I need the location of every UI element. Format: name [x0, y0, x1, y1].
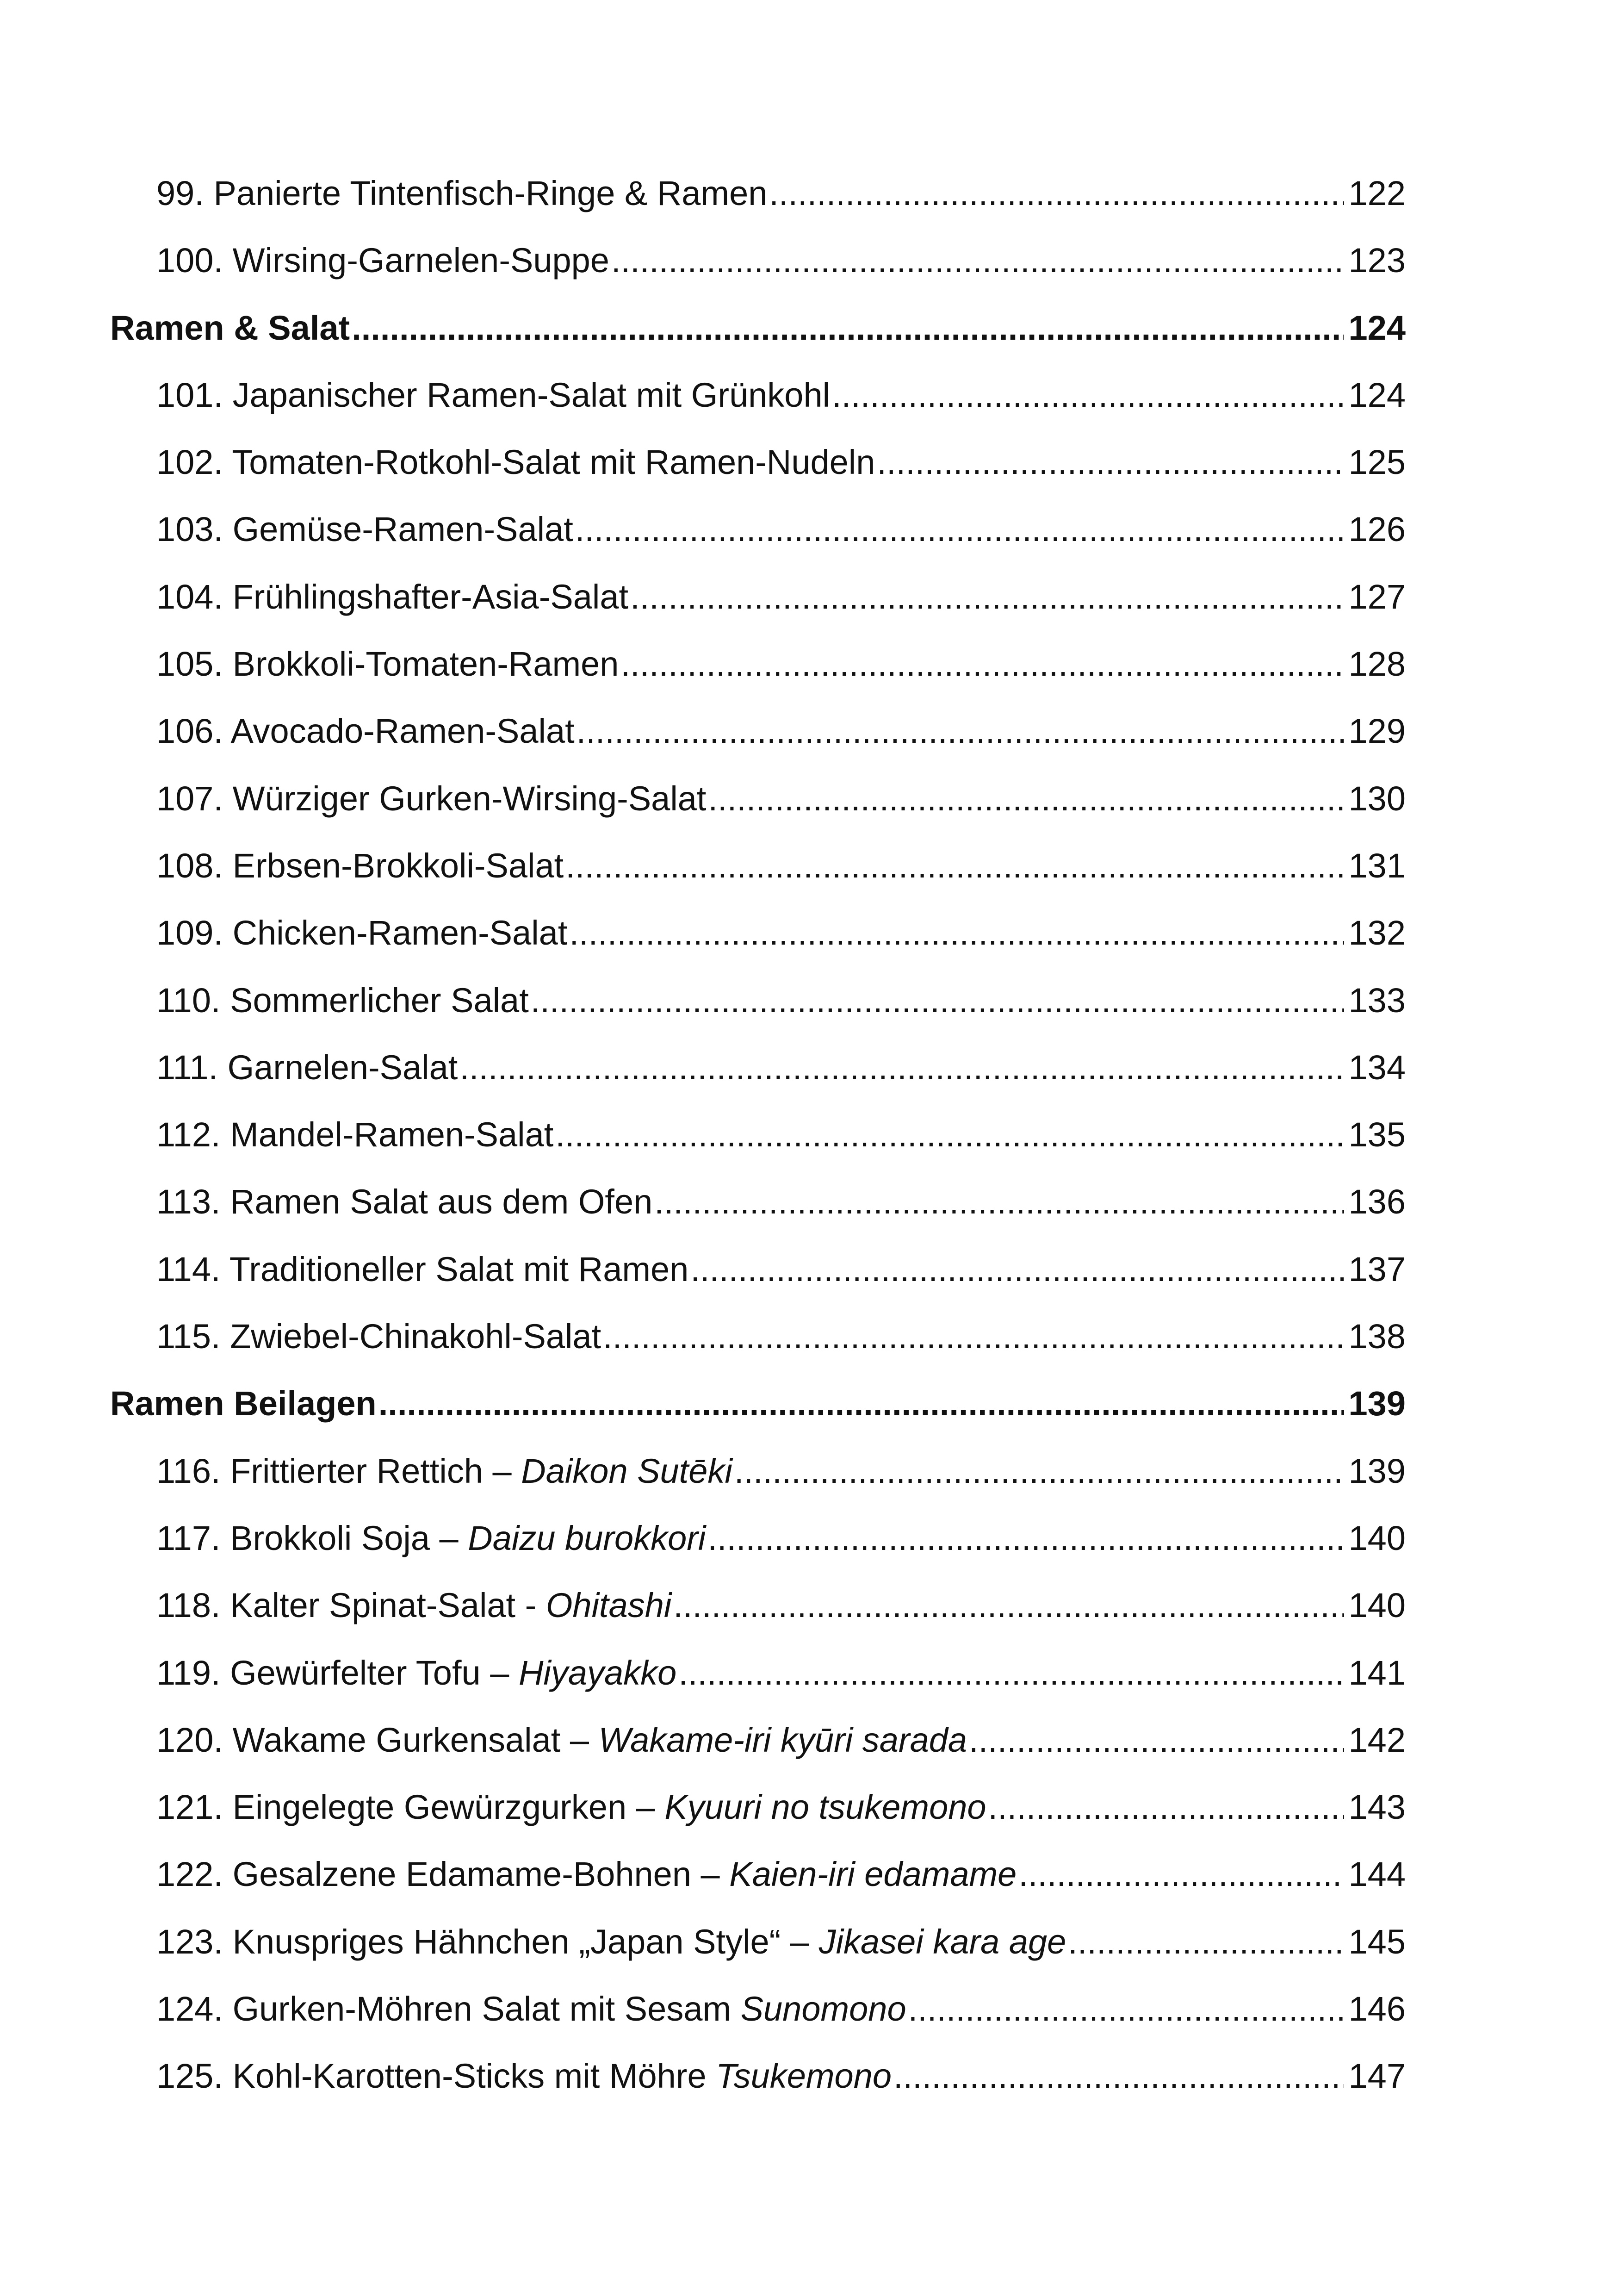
dot-leader: [577, 697, 1344, 765]
toc-entry-title: [156, 1975, 906, 2042]
toc-entry-title: [156, 630, 619, 697]
toc-entry-number: 123.: [156, 1922, 223, 1961]
toc-entry[interactable]: [110, 1505, 1406, 1572]
dot-leader: [555, 1101, 1344, 1168]
toc-entry-text: Erbsen-Brokkoli-Salat: [232, 846, 564, 885]
toc-entry-text: Garnelen-Salat: [227, 1048, 458, 1087]
toc-page-number: 141: [1348, 1653, 1406, 1692]
toc-entry-text: Eingelegte Gewürzgurken –: [232, 1788, 665, 1827]
toc-entry-japanese-name: Sunomono: [740, 1990, 906, 2028]
toc-page-number: 128: [1348, 645, 1406, 684]
toc-page-number: 137: [1348, 1250, 1406, 1288]
toc-entry-number: 99.: [156, 174, 204, 212]
toc-page-number: 124: [1348, 375, 1406, 414]
toc-entry-number: 124.: [156, 1990, 223, 2028]
toc-entry-text: Ramen Salat aus dem Ofen: [230, 1182, 653, 1221]
toc-entry-text: Ramen Beilagen: [110, 1384, 377, 1423]
dot-leader: [459, 1034, 1344, 1101]
dot-leader: [352, 294, 1344, 361]
dot-leader: [877, 429, 1344, 496]
toc-page-number: 131: [1348, 846, 1406, 885]
toc-entry-number: 100.: [156, 241, 223, 280]
toc-entry[interactable]: [110, 899, 1406, 966]
toc-entry-text: Ramen & Salat: [110, 308, 350, 347]
dot-leader: [531, 967, 1344, 1034]
toc-entry-title: [156, 361, 830, 429]
toc-entry-number: 115.: [156, 1317, 221, 1356]
toc-entry-number: 110.: [156, 981, 221, 1020]
table-of-contents: [110, 160, 1406, 2110]
toc-entry-text: Brokkoli Soja –: [230, 1518, 468, 1557]
toc-page-number: 144: [1348, 1855, 1406, 1894]
toc-entry-japanese-name: Daikon Sutēki: [521, 1451, 732, 1490]
dot-leader: [832, 361, 1344, 429]
toc-entry-title: [156, 1773, 986, 1841]
toc-entry-number: 101.: [156, 375, 223, 414]
toc-entry-text: Frittierter Rettich –: [230, 1451, 521, 1490]
toc-entry-title: [156, 1168, 652, 1235]
toc-entry[interactable]: [110, 1303, 1406, 1370]
toc-entry[interactable]: [110, 227, 1406, 294]
toc-page-number: 140: [1348, 1518, 1406, 1557]
dot-leader: [690, 1236, 1344, 1303]
toc-entry-text: Gewürfelter Tofu –: [230, 1653, 519, 1692]
toc-entry[interactable]: [110, 160, 1406, 227]
toc-entry-title: [156, 160, 767, 227]
toc-entry[interactable]: [110, 1168, 1406, 1235]
toc-entry-title: [156, 899, 567, 966]
dot-leader: [707, 1505, 1344, 1572]
toc-entry-text: Gesalzene Edamame-Bohnen –: [232, 1855, 730, 1894]
toc-page-number: 132: [1348, 914, 1406, 952]
toc-entry-japanese-name: Wakame-iri kyūri sarada: [598, 1720, 967, 1759]
toc-entry-title: [156, 1908, 1066, 1975]
toc-entry-title: [156, 1639, 676, 1706]
toc-entry-title: [156, 1236, 688, 1303]
toc-entry[interactable]: [110, 1437, 1406, 1505]
toc-entry-number: 102.: [156, 443, 223, 482]
toc-entry-number: 111.: [156, 1048, 218, 1087]
dot-leader: [969, 1706, 1344, 1773]
toc-entry[interactable]: [110, 630, 1406, 697]
toc-entry[interactable]: [110, 496, 1406, 563]
toc-entry[interactable]: [110, 1236, 1406, 1303]
toc-entry-number: 122.: [156, 1855, 223, 1894]
toc-entry-number: 113.: [156, 1182, 221, 1221]
dot-leader: [611, 227, 1344, 294]
toc-page-number: 125: [1348, 443, 1406, 482]
toc-entry[interactable]: [110, 2042, 1406, 2109]
toc-entry-text: Mandel-Ramen-Salat: [230, 1115, 554, 1154]
dot-leader: [1068, 1908, 1344, 1975]
toc-entry-number: 103.: [156, 510, 223, 549]
toc-entry-text: Würziger Gurken-Wirsing-Salat: [232, 779, 707, 818]
toc-entry-number: 109.: [156, 914, 223, 952]
toc-page-number: 139: [1348, 1451, 1406, 1490]
toc-entry-text: Avocado-Ramen-Salat: [230, 712, 575, 751]
toc-entry-title: [156, 1841, 1017, 1908]
toc-entry[interactable]: [110, 429, 1406, 496]
toc-entry[interactable]: [110, 361, 1406, 429]
toc-page-number: 143: [1348, 1788, 1406, 1827]
toc-entry-text: Traditioneller Salat mit Ramen: [229, 1250, 689, 1288]
dot-leader: [908, 1975, 1344, 2042]
toc-page-number: 135: [1348, 1115, 1406, 1154]
toc-entry-number: 118.: [156, 1586, 221, 1625]
toc-entry[interactable]: [110, 1101, 1406, 1168]
toc-entry[interactable]: [110, 563, 1406, 630]
toc-entry-number: 121.: [156, 1788, 223, 1827]
toc-entry-title: [156, 1437, 732, 1505]
dot-leader: [734, 1437, 1344, 1505]
toc-entry-text: Zwiebel-Chinakohl-Salat: [230, 1317, 601, 1356]
toc-page-number: 147: [1348, 2057, 1406, 2096]
toc-page-number: 133: [1348, 981, 1406, 1020]
toc-entry-number: 120.: [156, 1720, 223, 1759]
toc-entry-title: [156, 1706, 967, 1773]
toc-entry-japanese-name: Ohitashi: [546, 1586, 672, 1625]
toc-entry-text: Panierte Tintenfisch-Ringe & Ramen: [213, 174, 768, 212]
toc-entry-title: [156, 832, 564, 899]
toc-entry-number: 104.: [156, 577, 223, 616]
toc-entry-japanese-name: Hiyayakko: [518, 1653, 677, 1692]
toc-entry-number: 105.: [156, 645, 223, 684]
toc-entry-number: 117.: [156, 1518, 221, 1557]
toc-entry-number: 112.: [156, 1115, 221, 1154]
toc-entry-japanese-name: Kaien-iri edamame: [729, 1855, 1017, 1894]
toc-entry-title: [156, 1572, 671, 1639]
toc-entry[interactable]: [110, 1639, 1406, 1706]
toc-entry-title: [156, 429, 875, 496]
toc-entry-number: 114.: [156, 1250, 221, 1288]
toc-entry-text: Gemüse-Ramen-Salat: [232, 510, 573, 549]
toc-entry[interactable]: [110, 1841, 1406, 1908]
dot-leader: [678, 1639, 1344, 1706]
toc-entry-title: [156, 2042, 892, 2109]
toc-entry-title: [156, 697, 575, 765]
toc-page-number: 129: [1348, 712, 1406, 751]
toc-entry-text: Frühlingshafter-Asia-Salat: [232, 577, 629, 616]
toc-entry-text: Knuspriges Hähnchen „Japan Style“ –: [232, 1922, 819, 1961]
toc-entry-japanese-name: Kyuuri no tsukemono: [664, 1788, 986, 1827]
dot-leader: [1018, 1841, 1344, 1908]
toc-entry-title: [110, 1370, 377, 1437]
dot-leader: [654, 1168, 1344, 1235]
toc-entry[interactable]: [110, 1706, 1406, 1773]
toc-entry-text: Gurken-Möhren Salat mit Sesam: [232, 1990, 741, 2028]
toc-entry-text: Tomaten-Rotkohl-Salat mit Ramen-Nudeln: [232, 443, 875, 482]
toc-entry[interactable]: [110, 697, 1406, 765]
toc-entry-text: Chicken-Ramen-Salat: [232, 914, 568, 952]
dot-leader: [893, 2042, 1344, 2109]
dot-leader: [988, 1773, 1344, 1841]
dot-leader: [575, 496, 1344, 563]
toc-page-number: 138: [1348, 1317, 1406, 1356]
toc-page-number: 140: [1348, 1586, 1406, 1625]
toc-page-number: 139: [1348, 1384, 1406, 1423]
toc-entry-number: 106.: [156, 712, 223, 751]
toc-entry-japanese-name: Jikasei kara age: [818, 1922, 1066, 1961]
toc-entry-japanese-name: Tsukemono: [716, 2057, 892, 2096]
toc-entry[interactable]: [110, 1572, 1406, 1639]
dot-leader: [708, 765, 1344, 832]
toc-page-number: 126: [1348, 510, 1406, 549]
toc-section-heading[interactable]: [110, 1370, 1406, 1437]
toc-entry[interactable]: [110, 765, 1406, 832]
dot-leader: [620, 630, 1344, 697]
toc-entry-text: Japanischer Ramen-Salat mit Grünkohl: [232, 375, 831, 414]
toc-entry[interactable]: [110, 967, 1406, 1034]
toc-entry[interactable]: [110, 832, 1406, 899]
toc-entry-title: [110, 294, 350, 361]
toc-page-number: 123: [1348, 241, 1406, 280]
toc-entry-number: 116.: [156, 1451, 221, 1490]
toc-entry-text: Kalter Spinat-Salat -: [230, 1586, 546, 1625]
toc-entry-title: [156, 967, 529, 1034]
dot-leader: [565, 832, 1344, 899]
toc-entry-japanese-name: Daizu burokkori: [468, 1518, 706, 1557]
dot-leader: [673, 1572, 1344, 1639]
toc-page-number: 130: [1348, 779, 1406, 818]
toc-page-number: 136: [1348, 1182, 1406, 1221]
toc-entry-text: Wirsing-Garnelen-Suppe: [232, 241, 609, 280]
dot-leader: [630, 563, 1344, 630]
toc-entry[interactable]: [110, 1975, 1406, 2042]
toc-entry-title: [156, 227, 609, 294]
toc-entry-title: [156, 1505, 706, 1572]
toc-entry-number: 108.: [156, 846, 223, 885]
dot-leader: [769, 160, 1344, 227]
toc-entry-number: 119.: [156, 1653, 221, 1692]
toc-entry[interactable]: [110, 1908, 1406, 1975]
toc-page-number: 142: [1348, 1720, 1406, 1759]
toc-entry-text: Wakame Gurkensalat –: [232, 1720, 599, 1759]
toc-entry-title: [156, 1034, 458, 1101]
toc-entry-number: 125.: [156, 2057, 223, 2096]
toc-page-number: 127: [1348, 577, 1406, 616]
toc-entry[interactable]: [110, 1034, 1406, 1101]
toc-entry-title: [156, 1303, 601, 1370]
toc-entry-title: [156, 765, 707, 832]
toc-section-heading[interactable]: [110, 294, 1406, 361]
toc-entry-title: [156, 496, 573, 563]
dot-leader: [378, 1370, 1344, 1437]
toc-entry-text: Sommerlicher Salat: [230, 981, 529, 1020]
dot-leader: [569, 899, 1344, 966]
toc-entry-title: [156, 1101, 553, 1168]
toc-page-number: 134: [1348, 1048, 1406, 1087]
toc-page-number: 146: [1348, 1990, 1406, 2028]
toc-page-number: 122: [1348, 174, 1406, 212]
toc-entry-text: Brokkoli-Tomaten-Ramen: [232, 645, 619, 684]
toc-entry-text: Kohl-Karotten-Sticks mit Möhre: [232, 2057, 716, 2096]
toc-entry[interactable]: [110, 1773, 1406, 1841]
dot-leader: [603, 1303, 1344, 1370]
toc-entry-title: [156, 563, 628, 630]
toc-entry-number: 107.: [156, 779, 223, 818]
toc-page-number: 124: [1348, 308, 1406, 347]
toc-page-number: 145: [1348, 1922, 1406, 1961]
